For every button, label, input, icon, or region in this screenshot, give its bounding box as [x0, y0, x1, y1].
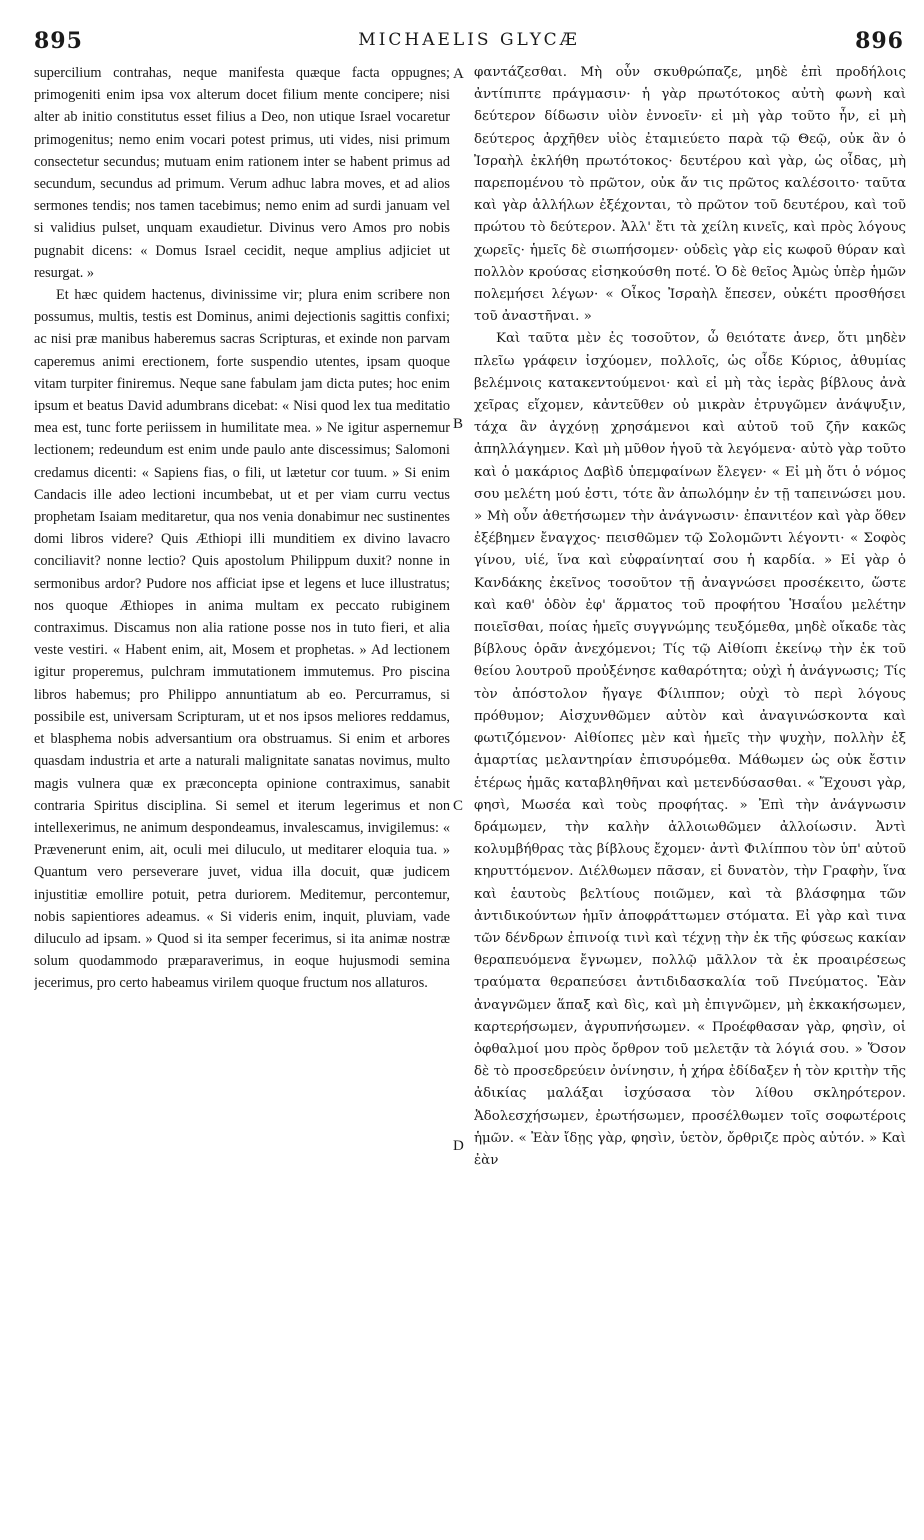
greek-paragraph-1: φαντάζεσθαι. Μὴ οὖν σκυθρώπαζε, μηδὲ ἐπὶ προδήλοις ἀντίπιπτε πράγμασιν· ἡ γὰρ πρωτότοκος αὐτὴ φωνὴ καὶ δεύτερον δίδωσιν υἱὸν ἐννοεῖν· εἰ μὴ γὰρ τοῦτο ἦν, εἰ μὴ δεύτερος ἀρχῆθεν υἱὸς ἐταμιεύετο παρὰ τῷ Θεῷ, οὐκ ἂν ὁ Ἰσραὴλ ἐκλήθη πρωτότοκος· δευτέρου καὶ γὰρ, ὡς οἶδας, μὴ παρεπομένου τὸ πρῶτον, οὐκ ἄν τις πρῶτος καλέσοιτο· ταῦτα καὶ γὰρ ἀλλήλων ἐξέχονται, τὸ πρῶτον τοῦ δευτέρου, καὶ τοῦ πρώτου τὸ δεύτερον. Ἀλλ' ἔτι τὰ χείλη κινεῖς, καὶ πρὸς λόγους χωρεῖς· ἡμεῖς δὲ σιωπήσομεν· οὐδεὶς γὰρ εἰς κωφοῦ θύραν καὶ πολλὸν κρούσας εἰσηκούσθη ποτέ. Ὁ δὲ θεῖος Ἀμὼς ὑπὲρ ἡμῶν πολεμήσει λέγων· « Οἶκος Ἰσραὴλ ἔπεσεν, οὐκέτι προσθήσει τοῦ ἀναστῆναι. »: [474, 65, 906, 325]
latin-paragraph-2: Et hæc quidem hactenus, divinissime vir; plura enim scribere non possumus, multis, testis est Dominus, animi dejectionis sagittis confixi; ac nisi præ manibus haberemus sacras Scripturas, et exinde non parvam caperemus animi erectionem, forte suspendio utentes, ipsam quoque vitam turpiter finiremus. Neque sane fabulam jam dicta putes; hoc enim ipsum et beatus David adumbrans dicebat: « Nisi quod lex tua meditatio mea est, tunc forte periissem in humilitate mea. » Ne igitur aspernemur lectionem; redeundum est enim unde paulo ante discessimus; Salomoni credamus dicenti: « Sapiens fias, o fili, ut lætetur cor tuum. » Si enim Candacis ille adeo lectioni incumbebat, ut et per viam curru vectus prophetam Isaiam meditaretur, qua nos venia donabimur nec sustinentes domi libros videre? Quis Æthiopi illi munditiem ex divino lavacro conciliavit? nonne lectio? Quis apostolum Philippum duxit? nonne in sermonibus ardor? Pudore nos afficiat ipse et legens et luce illustratus; nos quoque Æthiopes in anima multam ex peccato rubiginem contraximus. Discamus non alia ratione posse nos in tuto fieri, et alia veste vestiri. « Habent enim, ait, Mosem et prophetas. » Ad lectionem igitur properemus, pulchram immutationem immutemus. Pro piscina libros habemus; pro Philippo annuntiatum ab eo. Percurramus, si possibile est, universam Scripturam, ut et nos ipsos meliores reddamus, et blasphema nobis adversantium ora obstruamus. Si enim et arbores quasdam industria et arte a naturali malignitate sanatas novimus, multo magis vulnera quæ ex præconcepta opinione contraximus, sanabit contraria Spiritus disciplina. Si semel et iterum legerimus et non intellexerimus, ne animum despondeamus, invalescamus, invigilemus: « Prævenerunt enim, ait, oculi mei diluculo, ut meditarer eloquia tua. » Quantum vero perseverare juvet, vidua illa docuit, quæ judicem injustitiæ emollire potuit, petra duriorem. Meditemur, percontemur, nobis sapientiores adeamus. « Si videris enim, inquit, pluviam, vade diluculo ad ipsam. » Quod si ita semper fecerimus, si ita animæ nostræ solum quodammodo præparaverimus, in eoque hujusmodi semina jecerimus, pro certo habeamus virilem quoque fructum nos allaturos.: [34, 287, 450, 992]
page-header: [34, 28, 904, 58]
page-number-right: 896: [855, 28, 904, 54]
latin-column: [34, 62, 450, 1518]
greek-column: [474, 62, 906, 1518]
section-marker-a: A: [453, 66, 464, 82]
page-number-left: 895: [34, 28, 83, 54]
section-marker-d: D: [453, 1138, 464, 1154]
section-marker-b: B: [453, 416, 464, 432]
latin-paragraph-1: supercilium contrahas, neque manifesta quæque facta oppugnes; primogeniti enim ipsa vox alterum docet filium mente concipere; nisi alter ab initio constitutus esset filius a Deo, non utique Israel vocaretur primogenitus; nemo enim vocari potest primus, uti vides, nisi primum consectetur secundus; mutuam enim rationem inter se habent primus ad secundum, secundus ad primum. Verum adhuc labra moves, et ad alios sermones tendis; nos tamen tacebimus; nemo enim ad surdi januam vel si validius pulset, unquam exaudietur. Divinus vero Amos pro nobis pugnabit dicens: « Domus Israel cecidit, neque amplius adjiciet ut resurgat. »: [34, 65, 450, 281]
section-marker-c: C: [453, 798, 464, 814]
greek-paragraph-2: Καὶ ταῦτα μὲν ἐς τοσοῦτον, ὦ θειότατε ἀνερ, ὅτι μηδὲν πλεῖω γράφειν ἰσχύομεν, πολλοῖς, ὡς οἶδε Κύριος, ἀθυμίας βελέμνοις κατακεντούμενοι· καὶ εἰ μὴ τὰς ἱερὰς βίβλους ἀνὰ χεῖρας εἴχομεν, κἀντεῦθεν οὐ μικρὰν ἐτρυγῶμεν ἀνάψυξιν, τάχα ἂν ἀγχόνῃ χρησάμενοι καὶ αὐτοῦ τοῦ ζῆν κακῶς ἀπηλλάγημεν. Καὶ μὴ μῦθον ἡγοῦ τὰ λεγόμενα· αὐτὸ γὰρ τοῦτο καὶ ὁ μακάριος Δαβὶδ ὑπεμφαίνων ἔλεγεν· « Εἰ μὴ ὅτι ὁ νόμος σου μελέτη μού ἐστι, τότε ἂν ἀπωλόμην ἐν τῇ ταπεινώσει μου. » Μὴ οὖν ἀθετήσωμεν τὴν ἀνάγνωσιν· ἐπανιτέον καὶ γὰρ ὅθεν ἐξέβημεν ἔναγχος· πεισθῶμεν τῷ Σολομῶντι λέγοντι· « Σοφὸς γίνου, υἱέ, ἵνα καὶ εὐφραίνηταί σου ἡ καρδία. » Εἰ γὰρ ὁ Κανδάκης ἐκεῖνος τοσοῦτον τῇ ἀναγνώσει προσέκειτο, ὥστε καὶ καθ' ὁδὸν ἐφ' ἅρματος τοῦ προφήτου Ἡσαΐου μελέτην ποιεῖσθαι, ποίας ἡμεῖς συγγνώμης τευξόμεθα, μηδὲ οἴκαδε τὰς βίβλους ὁρᾶν ἀνεχόμενοι; Τίς τῷ Αἰθίοπι ἐκείνῳ τὴν ἐκ τοῦ θείου λουτροῦ προὐξένησε καθαρότητα; οὐχὶ ἡ ἀνάγνωσις; Τίς τὸν ἀπόστολον ἤγαγε Φίλιππον; οὐχὶ τὸ περὶ λόγους πρόθυμον; Αἰσχυνθῶμεν αὐτὸν καὶ ἀναγινώσκοντα καὶ φωτιζόμενον· Αἰθίοπες μὲν καὶ ἡμεῖς τὴν ψυχὴν, πολλὴν ἐξ ἁμαρτίας μελαντηρίαν ἐπισυρόμεθα. Μάθωμεν ὡς οὐκ ἔστιν ἑτέρως ἡμᾶς καταβληθῆναι καὶ μετενδύσασθαι. « Ἔχουσι γὰρ, φησὶ, Μωσέα καὶ τοὺς προφήτας. » Ἐπὶ τὴν ἀνάγνωσιν δράμωμεν, τὴν καλὴν ἀλλοιωθῶμεν ἀλλοίωσιν. Ἀντὶ κολυμβήθρας τὰς βίβλους ἔχομεν· ἀντὶ Φιλίππου τὸν ὑπ' αὐτοῦ κηρυττόμενον. Διέλθωμεν πᾶσαν, εἰ δυνατὸν, τὴν Γραφὴν, ἵνα καὶ ἑαυτοὺς βελτίους ποιῶμεν, καὶ τὰ βλάσφημα τῶν ἀντιδικούντων ἡμῖν ἀποφράττωμεν στόματα. Εἰ γὰρ καὶ τινα τῶν δένδρων ἐπινοίᾳ τινὶ καὶ τέχνῃ τὴν ἐκ τῆς φύσεως κακίαν θεραπευόμενα ἔγνωμεν, πολλῷ μᾶλλον τὰ ἐκ προαιρέσεως τραύματα θεραπεύσει ἀντιδιδασκαλία τοῦ Πνεύματος. Ἐὰν ἀναγνῶμεν ἅπαξ καὶ δὶς, καὶ μὴ ἐπιγνῶμεν, μὴ ἐκκακήσωμεν, καρτερήσωμεν, ἀγρυπνήσωμεν. « Προέφθασαν γὰρ, φησὶν, οἱ ὀφθαλμοί μου πρὸς ὄρθρον τοῦ μελετᾷν τὰ λόγιά σου. » Ὅσον δὲ τὸ προσεδρεύειν ὀνίνησιν, ἡ χήρα ἐδίδαξεν ἡ τὸν κριτὴν τῆς ἀδικίας μαλάξαι ἰσχύσασα τὸν λίθου σκληρότερον. Ἀδολεσχήσωμεν, ἐρωτήσωμεν, προσέλθωμεν τοῖς σοφωτέροις ἡμῶν. « Ἐὰν ἴδῃς γὰρ, φησὶν, ὑετὸν, ὄρθριζε πρὸς αὐτόν. » Καὶ ἐὰν: [474, 331, 906, 1168]
running-title: MICHAELIS GLYCÆ: [358, 30, 580, 50]
